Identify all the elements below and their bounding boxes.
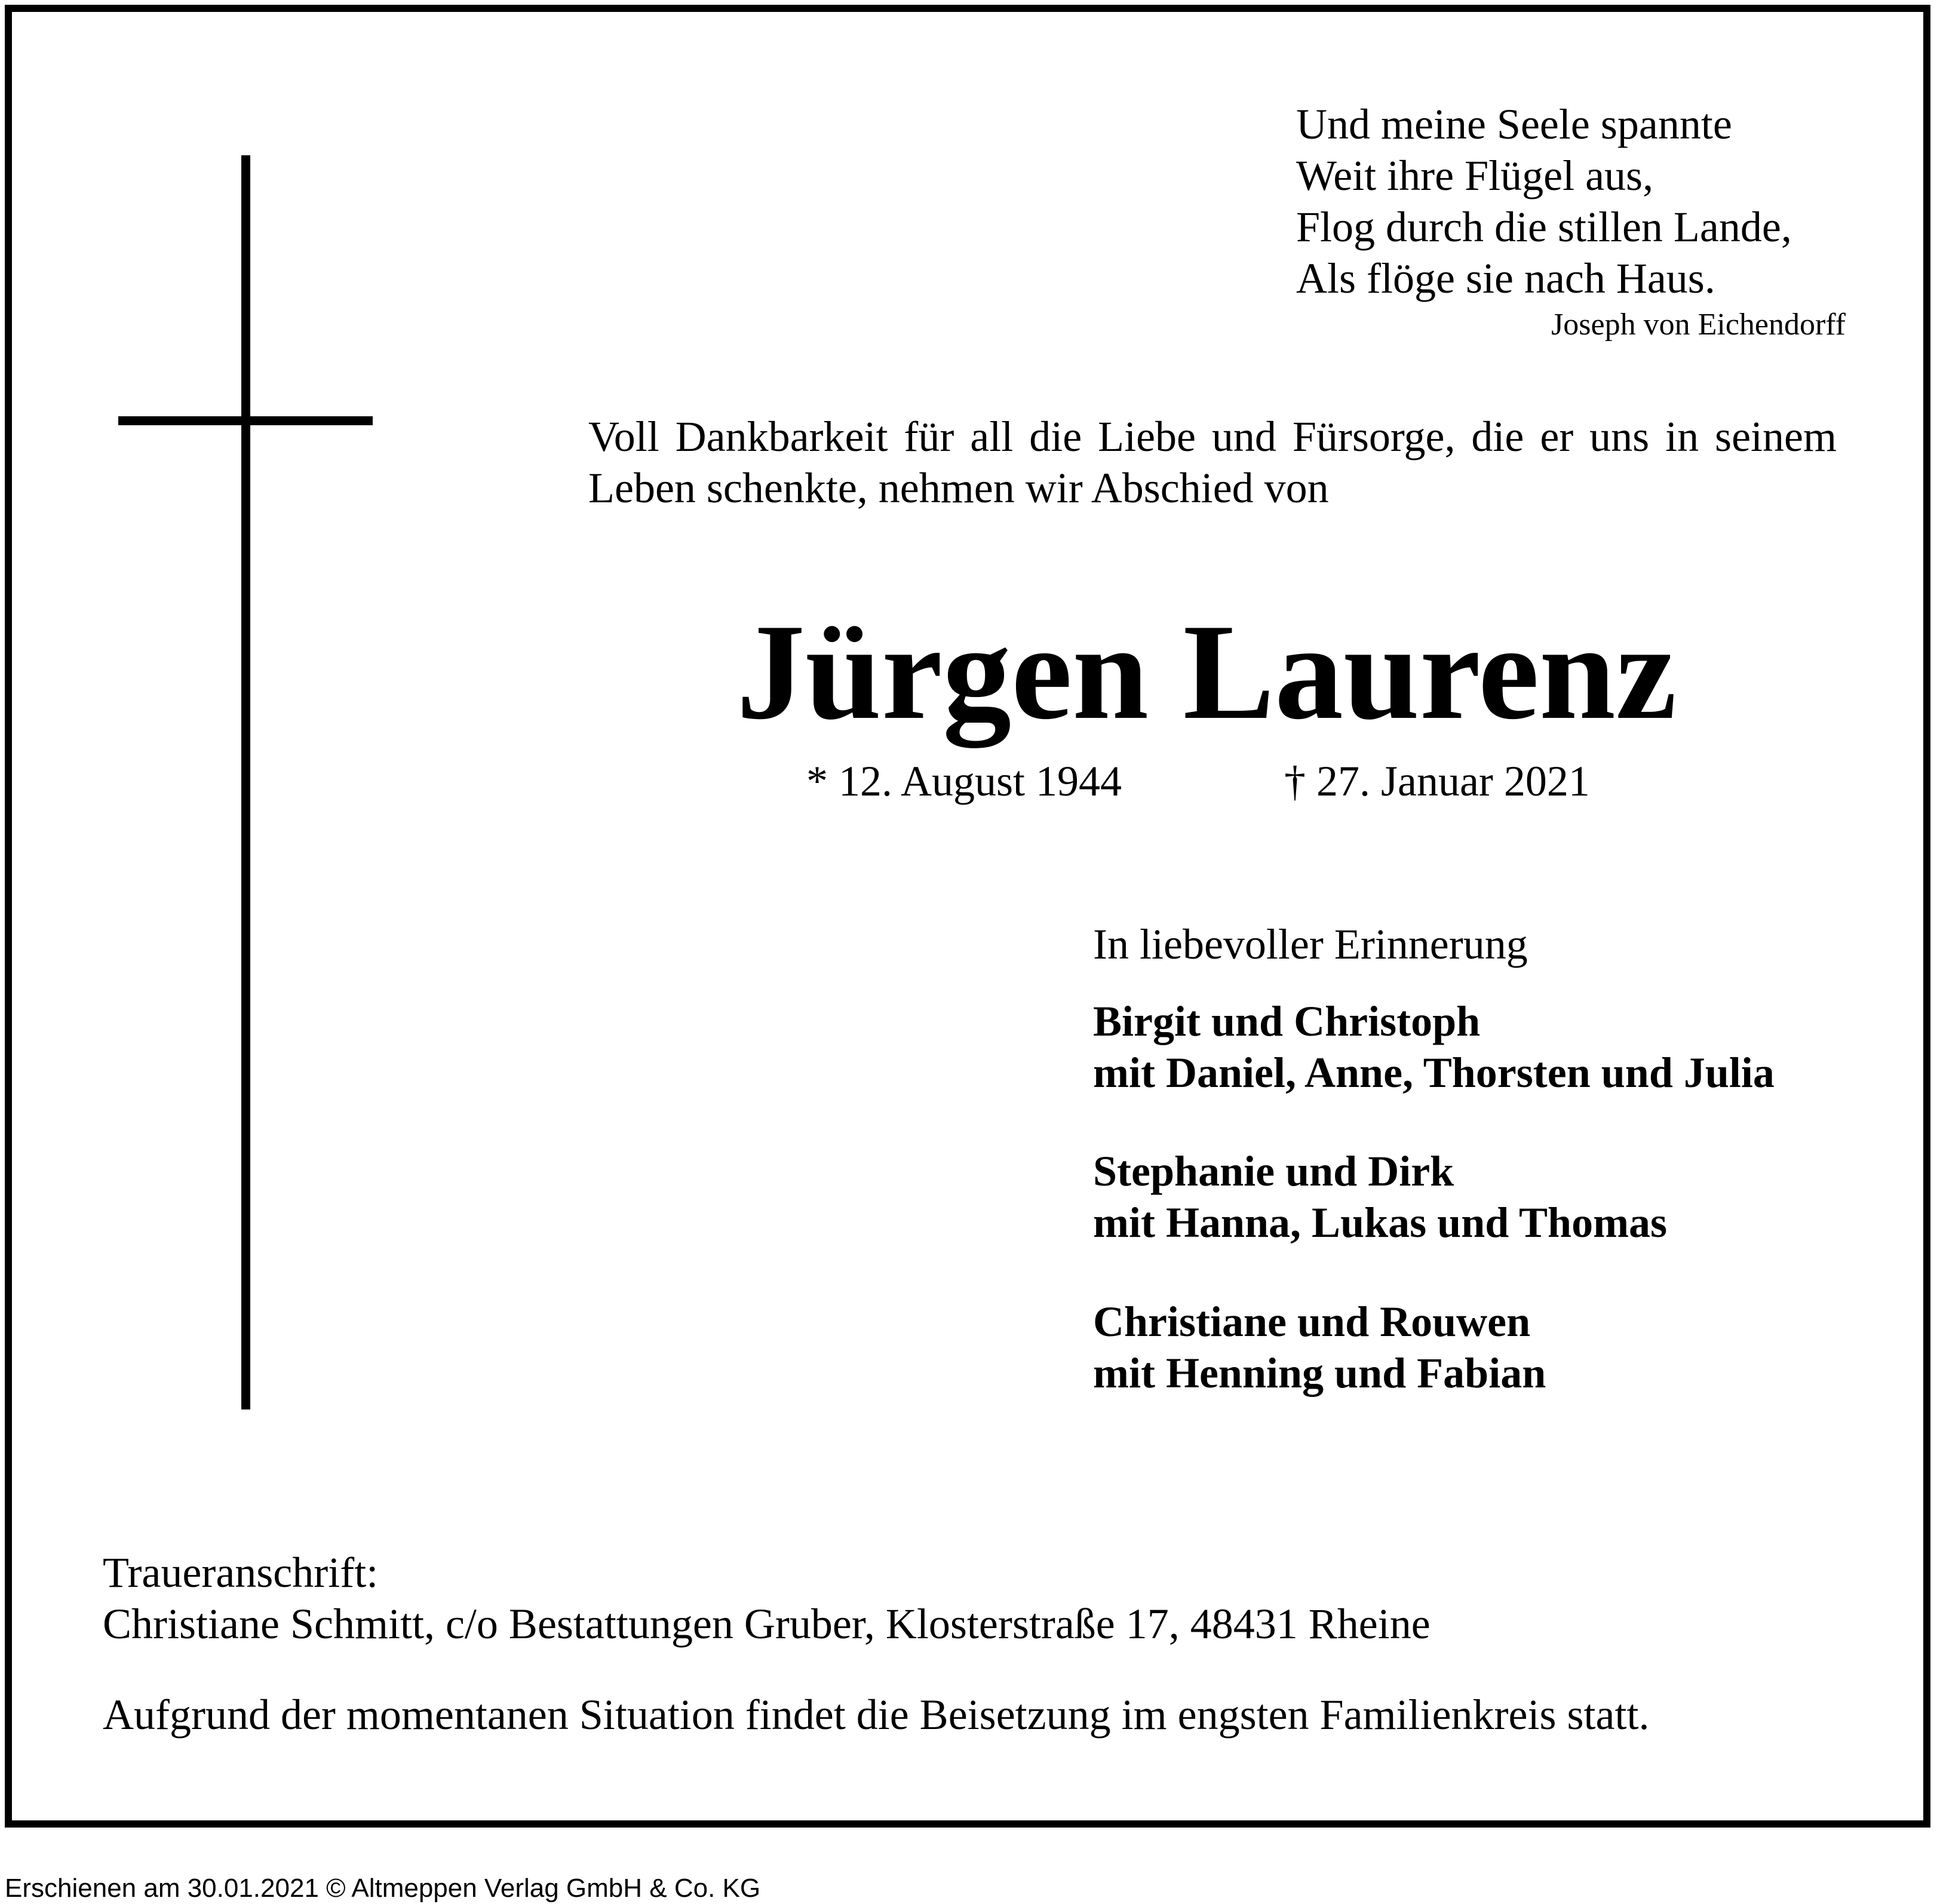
poem-line: Als flöge sie nach Haus. xyxy=(1296,254,1715,302)
family-group xyxy=(1093,1146,1667,1248)
funeral-notice: Aufgrund der momentanen Situation findet die Beisetzung im engsten Familienkreis statt. xyxy=(103,1691,1650,1739)
birth-date: * 12. August 1944 xyxy=(806,757,1122,805)
family-line: mit Daniel, Anne, Thorsten und Julia xyxy=(1093,1049,1775,1097)
family-line: Christiane und Rouwen xyxy=(1093,1298,1531,1346)
cross-icon-horizontal-bar xyxy=(118,416,373,425)
poem-line: Und meine Seele spannte xyxy=(1296,100,1732,148)
family-line: mit Henning und Fabian xyxy=(1093,1349,1546,1397)
address-label: Traueranschrift: xyxy=(103,1549,379,1596)
mourning-address xyxy=(103,1547,1431,1650)
poem xyxy=(1296,99,1846,345)
family-line: mit Hanna, Lukas und Thomas xyxy=(1093,1199,1668,1246)
family-group xyxy=(1093,1296,1546,1399)
intro-text: Voll Dankbarkeit für all die Liebe und Fürsorge, die er uns in seinem Leben schenkte, nehmen wir Abschied von xyxy=(588,413,1837,512)
memory-heading: In liebevoller Erinnerung xyxy=(1093,920,1528,968)
deceased-name: Jürgen Laurenz xyxy=(736,595,1677,748)
death-date: † 27. Januar 2021 xyxy=(1284,757,1590,805)
poem-line: Flog durch die stillen Lande, xyxy=(1296,203,1792,251)
family-line: Stephanie und Dirk xyxy=(1093,1147,1454,1195)
poem-line: Weit ihre Flügel aus, xyxy=(1296,152,1654,199)
family-line: Birgit und Christoph xyxy=(1093,997,1481,1045)
publication-footer: Erschienen am 30.01.2021 © Altmeppen Verlag GmbH & Co. KG xyxy=(5,1874,761,1903)
cross-icon-vertical-bar xyxy=(241,155,250,1409)
family-group xyxy=(1093,996,1775,1098)
poem-author: Joseph von Eichendorff xyxy=(1551,308,1846,342)
address-value: Christiane Schmitt, c/o Bestattungen Gruber, Klosterstraße 17, 48431 Rheine xyxy=(103,1600,1431,1648)
